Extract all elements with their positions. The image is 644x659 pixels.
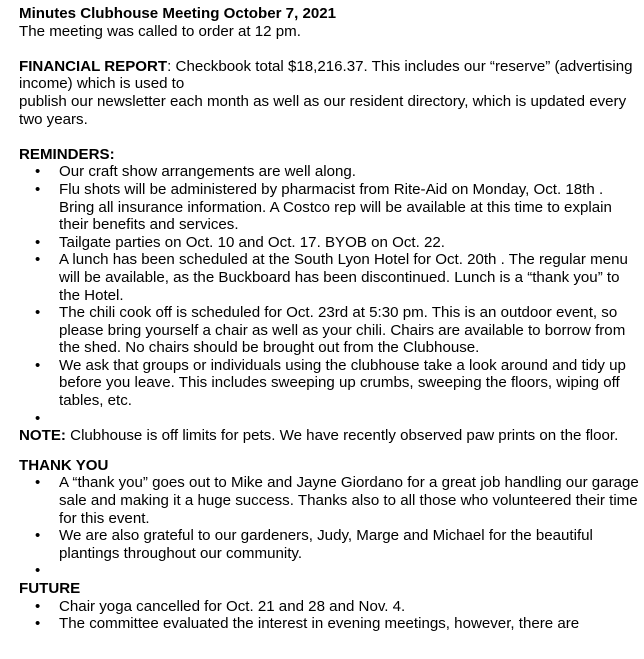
bullet-icon: • <box>35 356 41 374</box>
reminders-heading: REMINDERS: <box>19 145 115 163</box>
list-item-text: The chili cook off is scheduled for Oct. 23rd at 5:30 pm. This is an outdoor event, so please bring yourself a chair as well as your chili. Chairs are available to borrow from the shed. No chairs should be brought out from the Clubhouse. <box>59 304 626 357</box>
list-item <box>19 615 641 633</box>
financial-report-text-1: : Checkbook total $18,216.37. This includes our “reserve” (advertising income) which is used to <box>19 57 633 93</box>
list-item <box>19 163 641 181</box>
thank-you-list <box>19 474 641 580</box>
list-item <box>19 598 641 616</box>
future-section <box>19 580 641 633</box>
financial-report-label: FINANCIAL REPORT <box>19 57 168 75</box>
list-item <box>19 304 641 357</box>
bullet-icon: • <box>35 409 41 427</box>
thank-you-heading: THANK YOU <box>19 456 109 474</box>
bullet-icon: • <box>35 474 41 492</box>
bullet-icon: • <box>35 562 41 580</box>
financial-report-section <box>19 58 641 128</box>
thank-you-section <box>19 457 641 580</box>
list-item <box>19 251 641 304</box>
bullet-icon: • <box>35 251 41 269</box>
list-item-text: Tailgate parties on Oct. 10 and Oct. 17. BYOB on Oct. 22. <box>59 233 445 251</box>
list-item-text: A lunch has been scheduled at the South Lyon Hotel for Oct. 20th . The regular menu will be available, as the Buckboard has been discontinued. Lunch is a “thank you” to the Hotel. <box>59 251 628 304</box>
bullet-icon: • <box>35 180 41 198</box>
spacer <box>19 128 641 146</box>
spacer <box>19 40 641 58</box>
list-item-text: We are also grateful to our gardeners, Judy, Marge and Michael for the beautiful plantings throughout our community. <box>59 527 593 562</box>
reminders-list <box>19 163 641 427</box>
bullet-icon: • <box>35 527 41 545</box>
list-item <box>19 527 641 562</box>
bullet-icon: • <box>35 163 41 181</box>
minutes-document <box>19 5 641 633</box>
note-line <box>19 427 641 445</box>
bullet-icon: • <box>35 615 41 633</box>
future-list <box>19 598 641 633</box>
spacer <box>19 445 641 457</box>
list-item <box>19 357 641 410</box>
note-text: Clubhouse is off limits for pets. We have recently observed paw prints on the floor. <box>65 427 619 445</box>
bullet-icon: • <box>35 597 41 615</box>
bullet-icon: • <box>35 233 41 251</box>
list-item <box>19 234 641 252</box>
list-item-text: We ask that groups or individuals using the clubhouse take a look around and tidy up before you leave. This includes sweeping up crumbs, sweeping the floors, wiping off tables, etc. <box>59 356 626 410</box>
call-to-order-text: The meeting was called to order at 12 pm. <box>19 22 301 40</box>
list-item-text: Flu shots will be administered by pharmacist from Rite-Aid on Monday, Oct. 18th . Bring all insurance information. A Costco rep will be available at this time to explain their benefits and services. <box>59 180 612 234</box>
list-item <box>19 474 641 527</box>
future-heading: FUTURE <box>19 580 81 597</box>
note-label: NOTE: <box>19 427 66 445</box>
bullet-icon: • <box>35 304 41 322</box>
list-item <box>19 410 641 428</box>
list-item <box>19 562 641 580</box>
list-item-text: The committee evaluated the interest in evening meetings, however, there are <box>59 615 580 633</box>
list-item-text: Our craft show arrangements are well along. <box>59 163 356 181</box>
financial-report-text-2: publish our newsletter each month as well as our resident directory, which is updated every two years. <box>19 92 627 128</box>
list-item <box>19 181 641 234</box>
list-item-text: A “thank you” goes out to Mike and Jayne Giordano for a great job handling our garage sale and making it a huge success. Thanks also to all those who volunteered their time for this event. <box>59 474 639 527</box>
financial-report-line <box>19 58 641 93</box>
document-title: Minutes Clubhouse Meeting October 7, 2021 <box>19 5 337 22</box>
reminders-section <box>19 146 641 428</box>
list-item-text: Chair yoga cancelled for Oct. 21 and 28 and Nov. 4. <box>59 597 406 615</box>
